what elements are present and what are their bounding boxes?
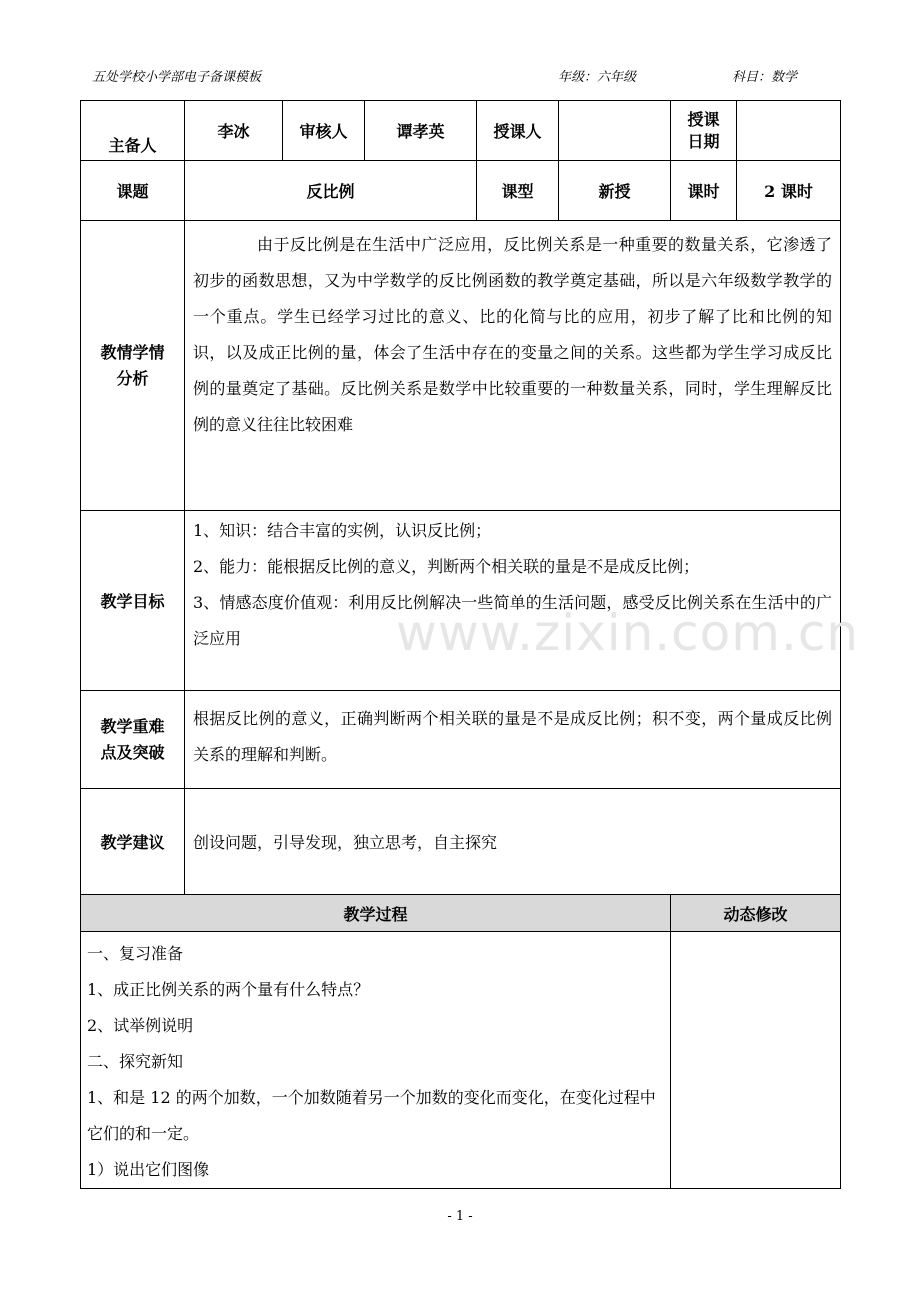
teacher-label: 授课人 [477, 101, 559, 161]
goal-item: 3、情感态度价值观：利用反比例解决一些简单的生活问题，感受反比例关系在生活中的广泛应用 [193, 593, 832, 648]
date-label-line1: 授课 [687, 109, 720, 129]
date-value [737, 101, 841, 161]
school-template-title: 五处学校小学部电子备课模板 [92, 70, 262, 85]
process-body-row [81, 932, 841, 1189]
goals-row [81, 511, 841, 691]
teacher-value [559, 101, 671, 161]
process-line: 一、复习准备 [87, 944, 184, 963]
keypoints-row [81, 691, 841, 789]
process-line: 2、试举例说明 [87, 1016, 194, 1035]
goals-label: 教学目标 [81, 511, 185, 691]
goal-item: 2、能力：能根据反比例的意义，判断两个相关联的量是不是成反比例； [193, 557, 700, 576]
preparer-name: 李冰 [185, 101, 283, 161]
suggestion-label: 教学建议 [81, 789, 185, 895]
analysis-label-line2: 分析 [116, 368, 149, 388]
teaching-process-table [80, 894, 841, 1189]
grade-label: 年级：六年级 [558, 70, 637, 85]
keypoints-text: 根据反比例的意义，正确判断两个相关联的量是不是成反比例；积不变，两个量成反比例关系的理解和判断。 [193, 709, 832, 764]
watermark: www.zixin.com.cn [396, 604, 860, 662]
keypoints-label-line1: 教学重难 [100, 716, 165, 736]
suggestion-content [185, 789, 841, 895]
topic-value: 反比例 [185, 161, 477, 221]
topic-label: 课题 [81, 161, 185, 221]
hours-label: 课时 [671, 161, 737, 221]
analysis-label [81, 221, 185, 511]
analysis-label-line1: 教情学情 [100, 342, 165, 362]
analysis-content [185, 221, 841, 511]
page-number: - 1 - [447, 1209, 473, 1224]
keypoints-content [185, 691, 841, 789]
subject-label: 科目：数学 [732, 70, 798, 85]
date-label [671, 101, 737, 161]
goal-item: 1、知识：结合丰富的实例，认识反比例； [193, 521, 492, 540]
lesson-plan-table [80, 100, 841, 895]
keypoints-label [81, 691, 185, 789]
goals-content [185, 511, 841, 691]
info-row-people [81, 101, 841, 161]
suggestion-row [81, 789, 841, 895]
process-line: 1）说出它们图像 [87, 1160, 210, 1179]
process-header-row [81, 895, 841, 932]
type-value: 新授 [559, 161, 671, 221]
process-line: 1、和是 12 的两个加数，一个加数随着另一个加数的变化而变化，在变化过程中它们的和一定。 [87, 1088, 656, 1143]
analysis-row [81, 221, 841, 511]
reviewer-label: 审核人 [283, 101, 365, 161]
process-line: 1、成正比例关系的两个量有什么特点？ [87, 980, 370, 999]
hours-value: 2 课时 [737, 161, 841, 221]
date-label-line2: 日期 [687, 131, 720, 151]
analysis-text: 由于反比例是在生活中广泛应用，反比例关系是一种重要的数量关系，它渗透了初步的函数思想，又为中学数学的反比例函数的教学奠定基础，所以是六年级数学教学的一个重点。学生已经学习过比的意义、比的化简与比的应用，初步了解了比和比例的知识，以及成正比例的量，体会了生活中存在的变量之间的关系。这些都为学生学习成反比例的量奠定了基础。反比例关系是数学中比较重要的一种数量关系，同时，学生理解反比例的意义往往比较困难 [193, 235, 832, 434]
process-content [81, 932, 671, 1189]
info-row-topic [81, 161, 841, 221]
process-line: 二、探究新知 [87, 1052, 184, 1071]
page-header [92, 66, 832, 86]
process-header: 教学过程 [81, 895, 671, 932]
suggestion-text: 创设问题，引导发现，独立思考，自主探究 [193, 833, 498, 852]
preparer-label: 主备人 [81, 101, 185, 161]
revision-header: 动态修改 [671, 895, 841, 932]
keypoints-label-line2: 点及突破 [100, 742, 165, 762]
revision-content [671, 932, 841, 1189]
reviewer-name: 谭孝英 [365, 101, 477, 161]
type-label: 课型 [477, 161, 559, 221]
